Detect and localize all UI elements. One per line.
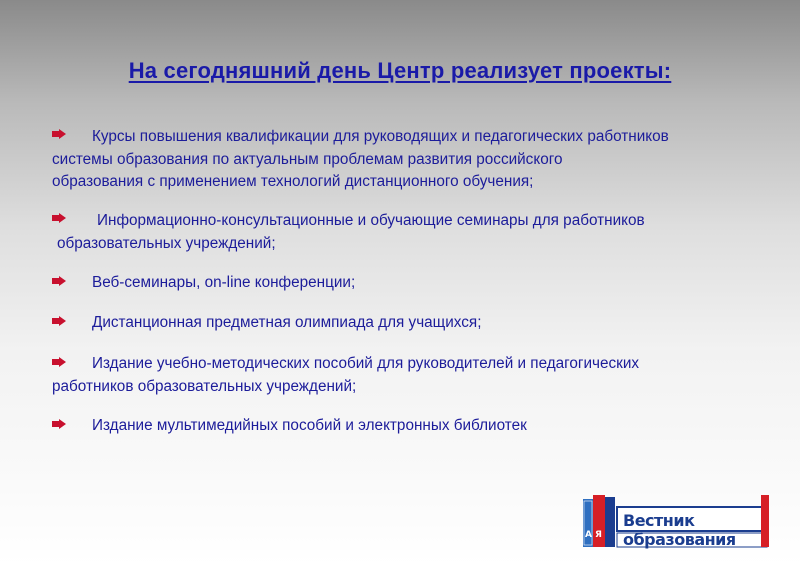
list-item xyxy=(52,312,752,335)
item-4-line-1: Дистанционная предметная олимпиада для учащихся; xyxy=(92,314,482,331)
item-2-line-1: Информационно-консультационные и обучающие семинары для работников xyxy=(97,212,645,229)
item-1-line-3: образования с применением технологий дистанционного обучения; xyxy=(52,173,534,190)
list-item xyxy=(52,272,752,295)
list-item xyxy=(52,353,752,398)
item-5-line-1: Издание учебно-методических пособий для руководителей и педагогических xyxy=(92,355,640,372)
item-1-line-1: Курсы повышения квалификации для руководящих и педагогических работников xyxy=(92,128,669,145)
item-6-line-1: Издание мультимедийных пособий и электронных библиотек xyxy=(92,417,527,434)
item-5-line-2: работников образовательных учреждений; xyxy=(52,377,357,395)
logo-text: Вестник образования xyxy=(623,511,736,549)
svg-text:Я: Я xyxy=(595,530,602,540)
list-item xyxy=(52,415,752,438)
list-item xyxy=(52,210,752,255)
list-item xyxy=(52,126,752,194)
publisher-logo xyxy=(583,493,773,549)
svg-text:А: А xyxy=(585,530,592,540)
item-3-line-1: Веб-семинары, on-line конференции; xyxy=(92,274,356,291)
item-1-line-2: системы образования по актуальным проблемам развития российского xyxy=(52,150,563,168)
item-2-line-2: образовательных учреждений; xyxy=(57,234,276,252)
slide-title: На сегодняшний день Центр реализует проекты: xyxy=(128,58,672,83)
